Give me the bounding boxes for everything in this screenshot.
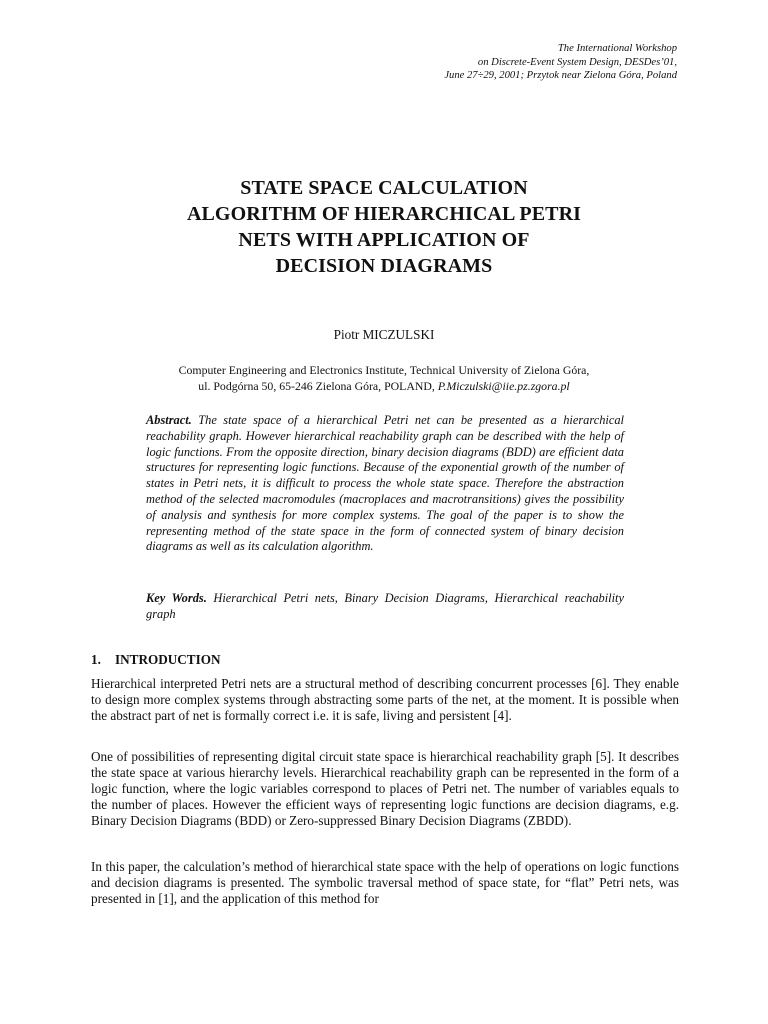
conference-header bbox=[444, 42, 677, 83]
header-line: The International Workshop bbox=[557, 43, 677, 54]
author-name: Piotr MICZULSKI bbox=[333, 327, 435, 342]
intro-paragraph-3: In this paper, the calculation’s method of hierarchical state space with the help of operations on logic functions and decision diagrams is presented. The symbolic traversal method of space state, for “flat” Petri nets, was presented in [1], and the application of this method for bbox=[91, 859, 679, 906]
keywords bbox=[146, 591, 624, 623]
affiliation-address bbox=[0, 378, 768, 394]
abstract bbox=[146, 413, 624, 555]
affiliation bbox=[0, 362, 768, 394]
title-line: NETS WITH APPLICATION OF bbox=[238, 229, 530, 251]
abstract-text: The state space of a hierarchical Petri net can be presented as a hierarchical reachability graph. However hierarchical reachability graph can be described with the help of logic functions. From the opposite direction, binary decision diagrams (BDD) are efficient data structures for representing logic functions. Because of the exponential growth of the number of states in Petri nets, it is difficult to process the whole state space. Therefore the abstraction method of the selected macromodules (macroplaces and macrotransitions) gives the possibility of analysis and synthesis for more complex systems. The goal of the paper is to show the representing method of the state space in the form of connected system of binary decision diagrams as well as its calculation algorithm. bbox=[146, 413, 624, 554]
keywords-text: Hierarchical Petri nets, Binary Decision Diagrams, Hierarchical reachability graph bbox=[146, 591, 625, 621]
header-line: June 27÷29, 2001; Przytok near Zielona Góra, Poland bbox=[444, 70, 677, 81]
keywords-label: Key Words. bbox=[146, 591, 207, 605]
affiliation-line: Computer Engineering and Electronics Institute, Technical University of Zielona Góra, bbox=[178, 363, 590, 377]
address-text: ul. Podgórna 50, 65-246 Zielona Góra, POLAND, bbox=[198, 379, 438, 393]
author-email: P.Miczulski@iie.pz.zgora.pl bbox=[437, 379, 570, 393]
section-title: INTRODUCTION bbox=[115, 652, 221, 667]
header-line: on Discrete-Event System Design, DESDes’01, bbox=[477, 56, 677, 68]
intro-paragraph-1: Hierarchical interpreted Petri nets are a structural method of describing concurrent processes [6]. They enable to design more complex systems through abstracting some parts of the net, at the moment. It is possible when the abstract part of net is formally correct i.e. it is safe, living and persistent [4]. bbox=[91, 676, 679, 723]
section-heading bbox=[91, 652, 221, 668]
paper-title bbox=[0, 175, 768, 279]
intro-paragraph-2: One of possibilities of representing digital circuit state space is hierarchical reachability graph [5]. It describes the state space at various hierarchy levels. Hierarchical reachability graph can be represented in the form of a logic function, where the logic variables correspond to places of Petri net. The number of variables equals to the number of places. However the efficient ways of representing logic functions are decision diagrams, e.g. Binary Decision Diagrams (BDD) or Zero-suppressed Binary Decision Diagrams (ZBDD). bbox=[91, 749, 679, 828]
abstract-label: Abstract. bbox=[146, 413, 192, 427]
title-line: DECISION DIAGRAMS bbox=[275, 255, 493, 277]
title-line: ALGORITHM OF HIERARCHICAL PETRI bbox=[186, 203, 582, 225]
title-line: STATE SPACE CALCULATION bbox=[240, 177, 528, 199]
section-number: 1. bbox=[91, 652, 101, 667]
